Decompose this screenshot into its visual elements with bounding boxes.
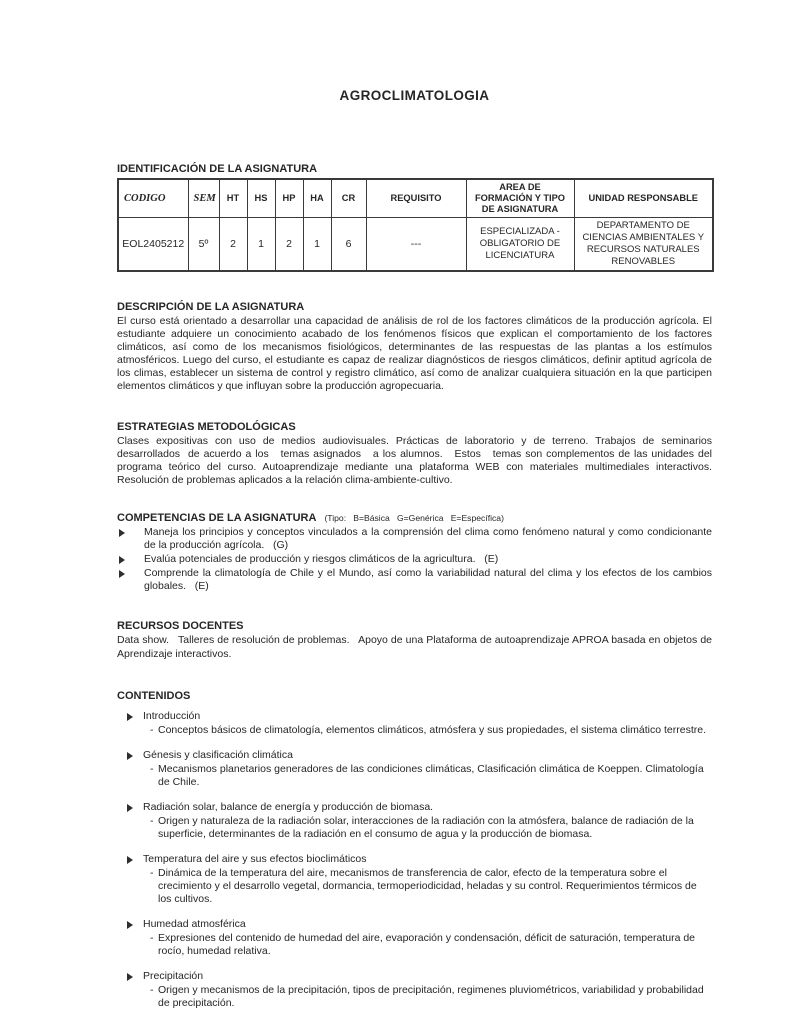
competencia-text: Comprende la climatología de Chile y el Mundo, así como la variabilidad natural del clima y los efectos de los cambios globales. (E) bbox=[144, 567, 715, 593]
page-title: AGROCLIMATOLOGIA bbox=[339, 88, 490, 103]
dash-bullet: - bbox=[150, 814, 154, 827]
arrow-bullet-icon bbox=[119, 556, 125, 564]
section-competencias bbox=[117, 511, 715, 593]
arrow-bullet-icon bbox=[119, 529, 125, 537]
descripcion-heading: DESCRIPCIÓN DE LA ASIGNATURA bbox=[117, 301, 305, 313]
list-item bbox=[117, 749, 712, 789]
topic-detail-text: Mecanismos planetarios generadores de las condiciones climáticas, Clasificación climática de Koeppen. Climatología de Chile. bbox=[158, 762, 704, 788]
list-item bbox=[117, 970, 712, 1010]
section-estrategias bbox=[117, 420, 715, 487]
estrategias-heading: ESTRATEGIAS METODOLÓGICAS bbox=[117, 420, 296, 433]
cell-hs: 1 bbox=[247, 218, 275, 272]
cell-sem: 5º bbox=[188, 218, 219, 272]
list-item bbox=[117, 525, 715, 552]
dash-bullet: - bbox=[150, 866, 154, 879]
dash-bullet: - bbox=[150, 723, 154, 736]
tipo-legend: (Tipo: B=Básica G=Genérica E=Específica) bbox=[324, 512, 504, 523]
arrow-bullet-icon bbox=[127, 973, 133, 981]
competencia-text: Maneja los principios y conceptos vinculados a la comprensión del clima como fenómeno natural y como condicionante de la producción agrícola. (G) bbox=[144, 525, 715, 552]
competencia-text: Evalúa potenciales de producción y riesgos climáticos de la agricultura. (E) bbox=[144, 553, 499, 566]
list-item bbox=[117, 853, 712, 906]
col-header-unidad-responsable: UNIDAD RESPONSABLE bbox=[574, 179, 713, 218]
col-header-sem: SEM bbox=[188, 179, 219, 218]
list-item bbox=[117, 553, 712, 566]
cell-ht: 2 bbox=[219, 218, 247, 272]
topic-title: Introducción bbox=[143, 709, 201, 722]
cell-unidad-responsable: DEPARTAMENTO DE CIENCIAS AMBIENTALES Y RECURSOS NATURALES RENOVABLES bbox=[574, 218, 713, 272]
cell-requisito: --- bbox=[366, 218, 466, 272]
list-item bbox=[117, 918, 712, 958]
col-header-hp: HP bbox=[275, 179, 303, 218]
topic-title: Radiación solar, balance de energía y producción de biomasa. bbox=[143, 800, 434, 813]
table-data-row bbox=[118, 218, 713, 272]
col-header-requisito: REQUISITO bbox=[366, 179, 466, 218]
topic-title: Precipitación bbox=[143, 969, 204, 982]
list-item bbox=[117, 567, 715, 593]
section-descripcion bbox=[117, 300, 712, 394]
arrow-bullet-icon bbox=[119, 570, 125, 578]
col-header-ht: HT bbox=[219, 179, 247, 218]
cell-ha: 1 bbox=[303, 218, 331, 272]
section-recursos bbox=[117, 619, 715, 660]
arrow-bullet-icon bbox=[127, 921, 133, 929]
descripcion-paragraph: El curso está orientado a desarrollar una capacidad de análisis de rol de los factores climáticos de la producción agrícola. El estudiante adquiere un conocimiento acabado de los fenómenos físicos que explican el comportamiento de los factores climáticos, así como de los mecanismos fisiológicos, determinantes de las respuestas de las plantas a los estímulos atmosféricos. Luego del curso, el estudiante es capaz de realizar diagnósticos de riesgos climáticos, definir aptitud agrícola de los climas, establecer un sistema de control y registro climático, así como de analizar cualquiera situación en la que participen elementos climáticos y que influyan sobre la producción agropecuaria. bbox=[117, 315, 712, 393]
dash-bullet: - bbox=[150, 762, 154, 775]
dash-bullet: - bbox=[150, 931, 154, 944]
recursos-heading: RECURSOS DOCENTES bbox=[117, 620, 244, 633]
col-header-codigo: CODIGO bbox=[118, 179, 188, 218]
arrow-bullet-icon bbox=[127, 752, 133, 760]
arrow-bullet-icon bbox=[127, 856, 133, 864]
list-item bbox=[117, 710, 712, 737]
topic-detail-text: Dinámica de la temperatura del aire, mecanismos de transferencia de calor, efecto de la temperatura sobre el crecimiento y el desarrollo vegetal, dormancia, termoperiodicidad, heladas y su control. Requerimientos térmicos de los cultivos. bbox=[158, 866, 697, 905]
col-header-ha: HA bbox=[303, 179, 331, 218]
competencias-heading bbox=[117, 511, 712, 525]
list-item bbox=[117, 801, 712, 841]
identificacion-heading: IDENTIFICACIÓN DE LA ASIGNATURA bbox=[117, 163, 318, 175]
arrow-bullet-icon bbox=[127, 713, 133, 721]
estrategias-paragraph: Clases expositivas con uso de medios audiovisuales. Prácticas de laboratorio y de terreno. Trabajos de seminarios desarrollados de acuerdo a los temas asignados a los alumnos. Estos temas son complementos de las unidades del programa teórico del curso. Autoaprendizaje mediante una plataforma WEB con materiales multimediales interactivos. Resolución de problemas aplicados a la relación clima-ambiente-cultivo. bbox=[117, 434, 715, 486]
topic-detail-text: Origen y naturaleza de la radiación solar, interacciones de la radiación con la atmósfera, balance de radiación de la superficie, determinantes de la radiación en el consumo de agua y la producción de biomasa. bbox=[158, 814, 694, 840]
topic-title: Génesis y clasificación climática bbox=[143, 748, 293, 761]
cell-codigo: EOL2405212 bbox=[118, 218, 188, 272]
contenidos-heading: CONTENIDOS bbox=[117, 689, 191, 702]
section-contenidos bbox=[117, 689, 712, 1010]
topic-detail-text: Origen y mecanismos de la precipitación, tipos de precipitación, regimenes pluviométricos, variabilidad y probabilidad de precipitación. bbox=[158, 983, 704, 1009]
dash-bullet: - bbox=[150, 983, 154, 996]
cell-area-formacion: ESPECIALIZADA - OBLIGATORIO DE LICENCIATURA bbox=[466, 218, 574, 272]
recursos-paragraph: Data show. Talleres de resolución de problemas. Apoyo de una Plataforma de autoaprendizaje APROA basada en objetos de Aprendizaje interactivos. bbox=[117, 634, 715, 660]
competencias-heading-text: COMPETENCIAS DE LA ASIGNATURA bbox=[117, 511, 317, 524]
competencias-list bbox=[117, 525, 715, 593]
topic-title: Temperatura del aire y sus efectos bioclimáticos bbox=[143, 852, 367, 865]
cell-hp: 2 bbox=[275, 218, 303, 272]
contenidos-list bbox=[117, 710, 712, 1010]
arrow-bullet-icon bbox=[127, 804, 133, 812]
col-header-hs: HS bbox=[247, 179, 275, 218]
identificacion-table bbox=[117, 178, 714, 272]
col-header-area-formacion: AREA DE FORMACIÓN Y TIPO DE ASIGNATURA bbox=[466, 179, 574, 218]
table-header-row bbox=[118, 179, 713, 218]
topic-detail-text: Conceptos básicos de climatología, elementos climáticos, atmósfera y sus propiedades, el sistema climático terrestre. bbox=[158, 723, 706, 736]
topic-detail-text: Expresiones del contenido de humedad del aire, evaporación y condensación, déficit de saturación, temperatura de rocío, humedad relativa. bbox=[158, 931, 696, 957]
col-header-cr: CR bbox=[331, 179, 366, 218]
cell-cr: 6 bbox=[331, 218, 366, 272]
section-identificacion bbox=[117, 162, 712, 272]
topic-title: Humedad atmosférica bbox=[143, 917, 246, 930]
